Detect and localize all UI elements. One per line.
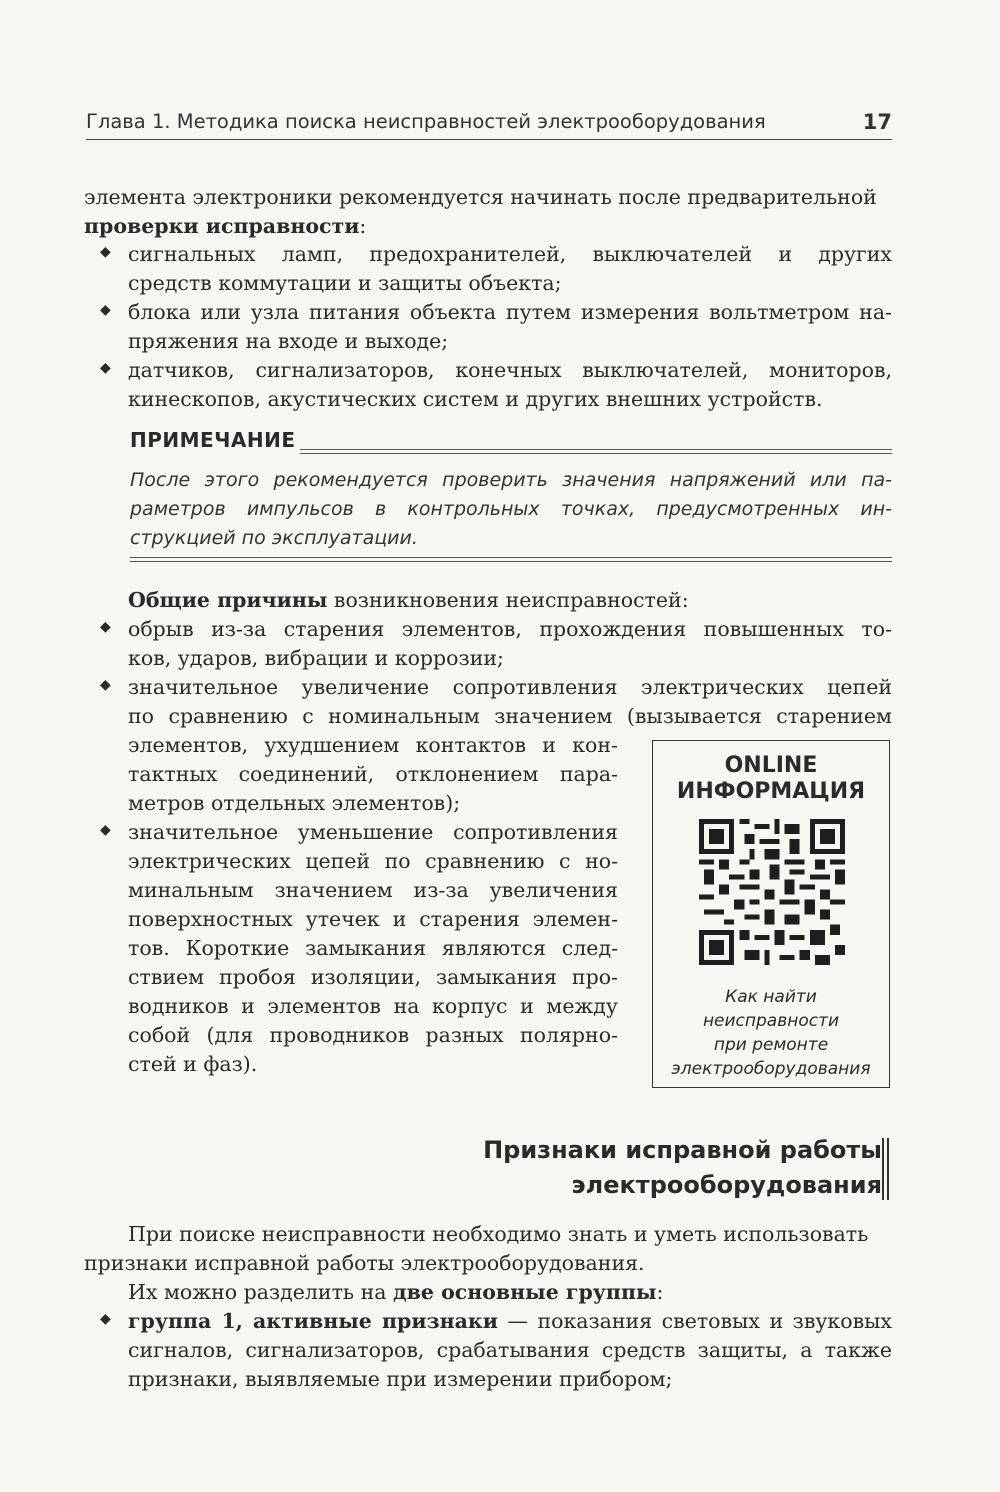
running-header: [86, 110, 892, 140]
note-text: После этого рекомендуется проверить значения напряжений или па- раметров импульсов в контрольных точках, предусмотренных ин- струкцией по эксплуатации.: [130, 469, 892, 549]
list-item: значительное увеличение сопротивления электрических цепей по сравнению с номинальным значением (вызывается старением элементов, ухудшением контактов и кон- тактных соединений, отклонением пара- метров отдельных элементов);: [128, 675, 892, 815]
online-caption: Как найти неисправности при ремонте электрооборудования: [671, 987, 871, 1079]
bullet-icon: ◆: [100, 1311, 111, 1327]
page-number: 17: [862, 110, 892, 134]
intro-line-2: проверки исправности:: [84, 214, 367, 238]
qr-code-icon[interactable]: [699, 819, 845, 965]
note-rule: [130, 557, 892, 558]
bullet-icon: ◆: [100, 619, 111, 635]
list-item: группа 1, активные признаки — показания световых и звуковых сигналов, сигнализаторов, срабатывания средств защиты, а также признаки, выявляемые при измерении прибором;: [128, 1309, 892, 1391]
list-item: блока или узла питания объекта путем измерения вольтметром на- пряжения на входе и выходе;: [128, 300, 892, 353]
list-item: значительное уменьшение сопротивления электрических цепей по сравнению с но- минальным значением из-за увеличения поверхностных утечек и старения элемен- тов. Короткие замыкания являются след- ствием пробоя изоляции, замыкания про- водников и элементов на корпус и между собой (для проводников разных полярно- стей и фаз).: [128, 820, 618, 1076]
causes-intro: Общие причины возникновения неисправностей:: [128, 588, 689, 612]
intro-paragraph: [84, 183, 892, 241]
note-rule: [300, 449, 892, 450]
note-rule: [300, 453, 892, 454]
bullet-icon: ◆: [100, 677, 111, 693]
heading-bar: [887, 1138, 889, 1200]
note-rule: [130, 561, 892, 562]
list-item: датчиков, сигнализаторов, конечных выключателей, мониторов, кинескопов, акустических систем и других внешних устройств.: [128, 358, 892, 411]
bullet-icon: ◆: [100, 360, 111, 376]
list-item: сигнальных ламп, предохранителей, выключателей и других средств коммутации и защиты объекта;: [128, 242, 892, 295]
heading-bar: [882, 1138, 884, 1200]
intro-line-1: элемента электроники рекомендуется начинать после предварительной: [84, 185, 877, 209]
paragraph: При поиске неисправности необходимо знать и уметь использовать признаки исправной работы электрооборудования. Их можно разделить на две основные группы:: [84, 1222, 869, 1304]
chapter-title: Глава 1. Методика поиска неисправностей электрооборудования: [86, 110, 766, 133]
bullet-icon: ◆: [100, 302, 111, 318]
online-info-box: [652, 740, 890, 1088]
intro-bold: проверки исправности: [84, 214, 360, 238]
bullet-icon: ◆: [100, 822, 111, 838]
note-title: ПРИМЕЧАНИЕ: [130, 428, 296, 452]
bullet-icon: ◆: [100, 244, 111, 260]
section-heading: Признаки исправной работы электрооборудования: [483, 1136, 882, 1199]
online-title: ONLINE ИНФОРМАЦИЯ: [676, 753, 866, 804]
list-item: обрыв из-за старения элементов, прохождения повышенных то- ков, ударов, вибрации и коррозии;: [128, 617, 892, 670]
